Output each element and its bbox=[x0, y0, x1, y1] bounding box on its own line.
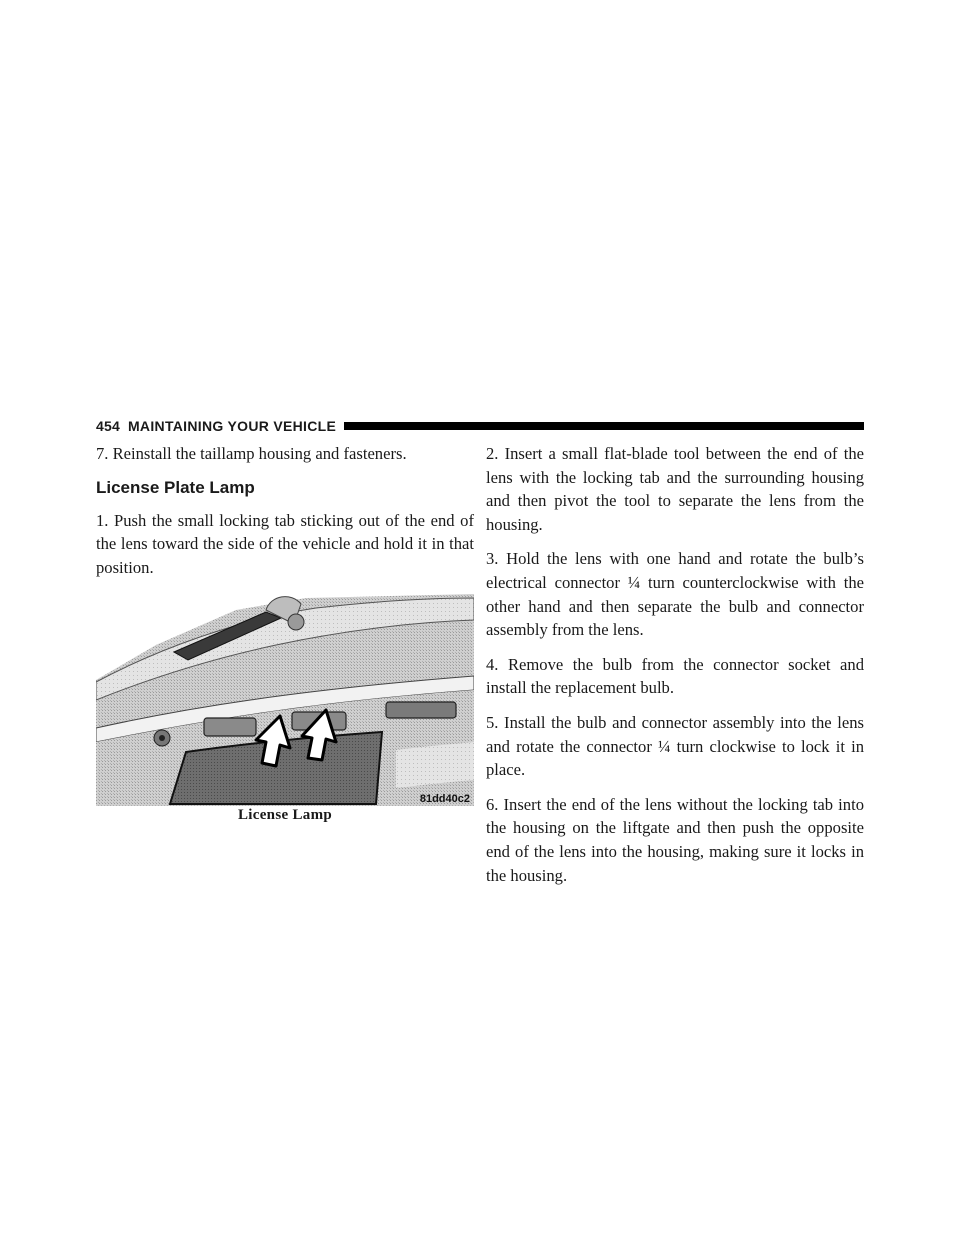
right-column bbox=[486, 442, 864, 898]
section-title: MAINTAINING YOUR VEHICLE bbox=[127, 418, 337, 434]
license-lamp-illustration bbox=[96, 590, 474, 806]
step-5: 5. Install the bulb and connector assembly into the lens and rotate the connector ¼ turn clockwise to lock it in place. bbox=[486, 712, 864, 780]
figure-caption: License Lamp bbox=[237, 807, 333, 824]
page-number: 454 bbox=[96, 418, 120, 434]
figure-code: 81dd40c2 bbox=[419, 793, 470, 806]
step-7: 7. Reinstall the taillamp housing and fasteners. bbox=[96, 444, 407, 463]
step-6: 6. Insert the end of the lens without the locking tab into the housing on the liftgate and then push the opposite end of the lens into the housing, making sure it locks in the housing. bbox=[486, 794, 864, 885]
section-heading: License Plate Lamp bbox=[96, 477, 255, 497]
page-header bbox=[96, 416, 864, 436]
step-2: 2. Insert a small flat-blade tool between the end of the lens with the locking tab and the surrounding housing and then pivot the tool to separate the lens from the housing. bbox=[486, 444, 864, 534]
left-column bbox=[96, 442, 474, 828]
license-lamp-figure bbox=[96, 590, 474, 806]
header-rule bbox=[344, 422, 864, 430]
step-4: 4. Remove the bulb from the connector socket and install the replacement bulb. bbox=[486, 654, 864, 698]
step-1: 1. Push the small locking tab sticking out of the end of the lens toward the side of the vehicle and hold it in that position. bbox=[96, 510, 474, 577]
step-3: 3. Hold the lens with one hand and rotate the bulb’s electrical connector ¼ turn counterclockwise with the other hand and then separate the bulb and connector assembly from the lens. bbox=[486, 549, 864, 640]
